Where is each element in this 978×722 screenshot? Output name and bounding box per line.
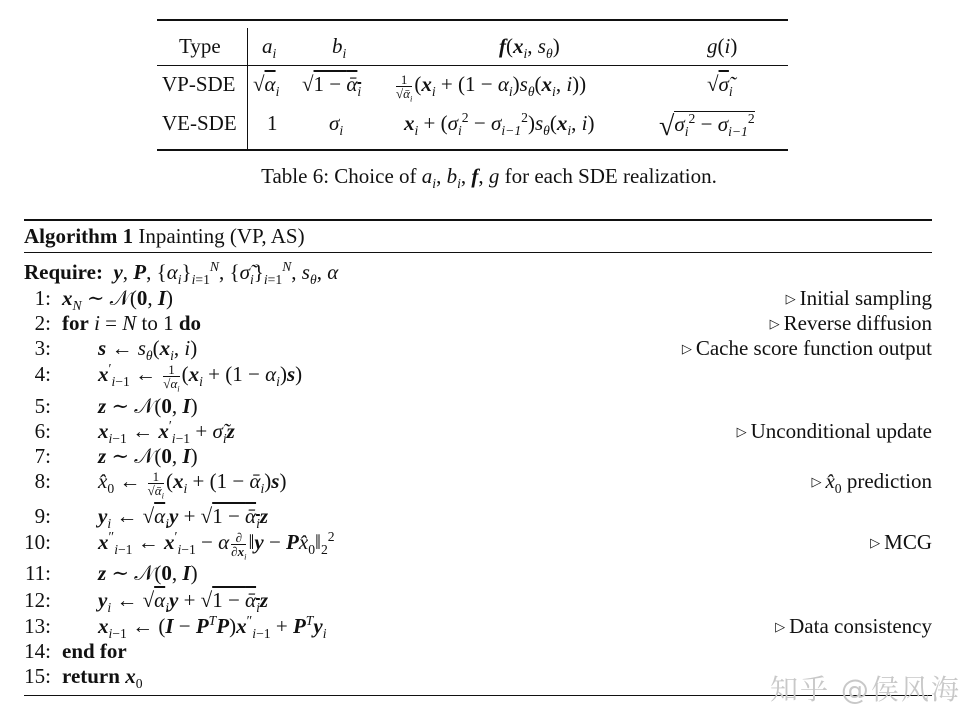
line-number: 11:	[24, 561, 51, 585]
row-f: $\frac{1}{√ᾱ_i}$ ($x_i + (1 - \alpha_i)s_\theta(x_i$, i))	[396, 71, 587, 104]
line-code: $x_{i-1}$ ← $(I - P^TP)x''_{i-1} + P^Ty_i$	[98, 613, 327, 642]
line-code: $x'_{i-1}$ ← $\frac{1}{√\alpha_i}$ $(x_i + (1 - \alpha_i)s)$	[98, 361, 303, 394]
row-b: √1 − ᾱ$_i$	[302, 72, 362, 100]
algo-line	[24, 418, 932, 447]
line-number: 5:	[34, 394, 51, 418]
line-code: $x_N$ ∼ 𝒩(0, I)	[62, 286, 174, 314]
line-number: 2:	[34, 311, 51, 335]
line-comment: ▷ Cache score function output	[681, 336, 932, 360]
comment-triangle-icon: ▷	[811, 474, 822, 489]
comment-triangle-icon: ▷	[775, 619, 786, 634]
table-top-rule	[157, 19, 788, 21]
line-number: 1:	[34, 286, 51, 310]
table-bottom-rule	[157, 149, 788, 151]
line-comment: ▷ Reverse diffusion	[769, 311, 932, 335]
line-code: $y_i$ ← $√\alpha_iy + √1$ − ᾱ$_i$z	[98, 588, 269, 616]
algo-line	[24, 588, 932, 616]
comment-triangle-icon: ▷	[681, 341, 692, 356]
table-caption: Table 6: Choice of $a_i$, $b_i$, f, g for each SDE realization.	[261, 164, 717, 192]
line-code: s ← $s_\theta(x_i$, i)	[98, 336, 198, 364]
line-code: end for	[62, 639, 127, 663]
line-number: 7:	[34, 444, 51, 468]
algo-top-rule	[24, 219, 932, 221]
line-code: z ∼ 𝒩(0, I)	[98, 444, 198, 468]
line-code: $x_{i-1}$ ← $x'_{i-1}$ + $\sigmã_iz$	[98, 418, 235, 447]
watermark: 知乎 @侯风海	[770, 673, 961, 706]
row-type: VP-SDE	[162, 72, 236, 96]
line-number: 10:	[24, 530, 51, 554]
algorithm-number: Algorithm 1	[24, 224, 134, 248]
line-number: 15:	[24, 664, 51, 688]
line-code: z ∼ 𝒩(0, I)	[98, 394, 198, 418]
algorithm-name: Inpainting (VP, AS)	[133, 224, 305, 248]
algo-title-rule	[24, 252, 932, 253]
line-number: 9:	[34, 504, 51, 528]
header-type: Type	[179, 34, 221, 58]
line-number: 13:	[24, 614, 51, 638]
comment-triangle-icon: ▷	[870, 535, 881, 550]
algo-line	[24, 286, 932, 314]
row-type: VE-SDE	[162, 111, 237, 135]
line-number: 12:	[24, 588, 51, 612]
require-label: Require:	[24, 260, 103, 284]
header-a: $a_i$	[262, 34, 277, 62]
algo-line	[24, 468, 932, 501]
algo-line	[24, 504, 932, 532]
row-g: $√\sigmã_i$	[707, 72, 733, 100]
row-b: $\sigma_i$	[329, 111, 344, 139]
header-f: $f(x_i$, $s_\theta$)	[499, 34, 560, 62]
table-row	[157, 111, 788, 147]
algo-line	[24, 444, 932, 468]
line-number: 6:	[34, 419, 51, 443]
line-code: $x''_{i-1}$ ← $x'_{i-1} - \alpha$ $\frac{\partial}{\partial x_i}$ ‖y − $Px̂_0‖_2^2$	[98, 529, 335, 562]
table-row	[157, 72, 788, 108]
row-a: 1	[267, 111, 278, 135]
line-number: 14:	[24, 639, 51, 663]
row-g: $√\sigma_i^2 - \sigma_{i-1}^2$	[659, 111, 755, 142]
line-number: 3:	[34, 336, 51, 360]
line-comment: ▷ MCG	[870, 530, 932, 554]
algo-line	[24, 613, 932, 642]
line-comment: ▷ Data consistency	[775, 614, 932, 638]
comment-triangle-icon: ▷	[736, 424, 747, 439]
algo-line	[24, 311, 932, 335]
line-comment: ▷ $x̂_0$ prediction	[811, 469, 932, 497]
comment-triangle-icon: ▷	[785, 291, 796, 306]
algo-line	[24, 361, 932, 394]
line-comment: ▷ Initial sampling	[785, 286, 932, 310]
line-code: for i = N to 1 do	[62, 311, 202, 335]
table-header-row	[157, 34, 788, 70]
require-line	[24, 259, 932, 288]
line-code: z ∼ 𝒩(0, I)	[98, 561, 198, 585]
row-f: $x_i + (\sigma_i^2 - \sigma_{i-1}^2)s_\theta(x_i$, i)	[404, 110, 595, 139]
algo-line	[24, 561, 932, 585]
algo-line	[24, 336, 932, 364]
require-value: y, P, $\{\alpha_i\}_{i=1}^N$, $\{\sigmã_i\}_{i=1}^N$, $s_\theta$, α	[113, 259, 339, 288]
line-code: return $x_0$	[62, 664, 143, 692]
line-code: $y_i$ ← $√\alpha_iy + √1$ − ᾱ$_i$z	[98, 504, 269, 532]
algo-line	[24, 529, 932, 562]
algorithm-title	[24, 224, 305, 249]
line-code: $x̂_0$ ← $\frac{1}{√ᾱ_i}$ ($x_i + (1$ − ᾱ$_i$)s)	[98, 468, 287, 501]
header-g: g(i)	[707, 34, 738, 58]
header-b: $b_i$	[332, 34, 347, 62]
comment-triangle-icon: ▷	[769, 316, 780, 331]
line-number: 8:	[34, 469, 51, 493]
row-a: $√\alpha_i$	[253, 72, 280, 100]
line-comment: ▷ Unconditional update	[736, 419, 932, 443]
algo-line	[24, 394, 932, 418]
line-number: 4:	[34, 362, 51, 386]
algo-line	[24, 639, 932, 663]
